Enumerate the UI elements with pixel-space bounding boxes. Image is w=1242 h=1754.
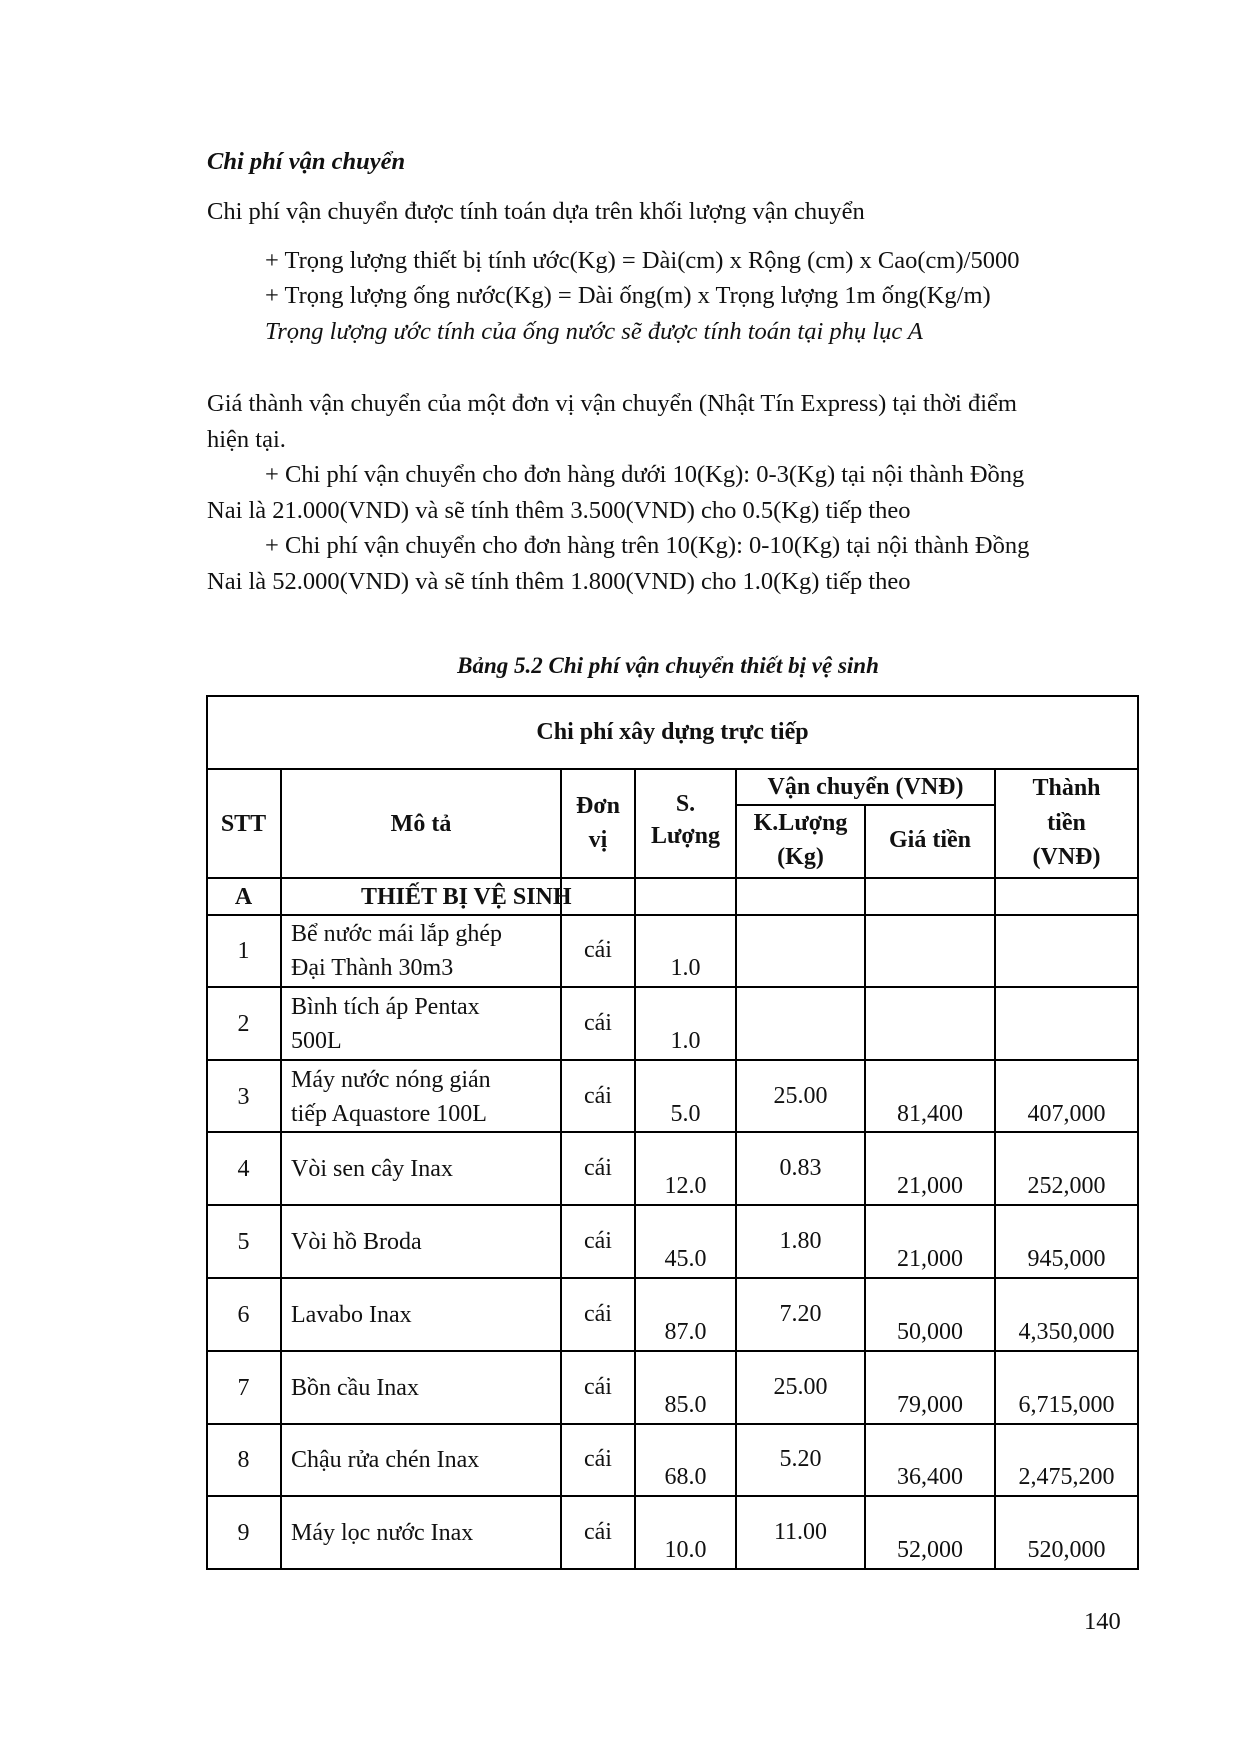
row-description-line2: Đại Thành 30m3 bbox=[291, 955, 454, 981]
row-quantity: 85.0 bbox=[664, 1391, 707, 1418]
pricing-paragraph-line1: Giá thành vận chuyển của một đơn vị vận chuyển (Nhật Tín Express) tại thời điểm bbox=[207, 390, 1017, 417]
header-total-line2: tiền bbox=[1047, 810, 1086, 836]
row-unit: cái bbox=[584, 1373, 612, 1400]
section-code: A bbox=[234, 884, 253, 910]
row-weight: 1.80 bbox=[779, 1228, 822, 1254]
row-quantity: 1.0 bbox=[670, 955, 701, 981]
row-unit: cái bbox=[584, 1519, 612, 1545]
row-description-line1: Bể nước mái lắp ghép bbox=[291, 921, 502, 947]
row-unit: cái bbox=[584, 1446, 612, 1473]
section-name: THIẾT BỊ VỆ SINH bbox=[361, 884, 572, 910]
row-quantity: 68.0 bbox=[664, 1464, 707, 1491]
table-banner: Chi phí xây dựng trực tiếp bbox=[536, 719, 809, 745]
formula-pipe-weight: + Trọng lượng ống nước(Kg) = Dài ống(m) x Trọng lượng 1m ống(Kg/m) bbox=[265, 282, 991, 309]
row-unit: cái bbox=[584, 1155, 612, 1182]
row-quantity: 87.0 bbox=[664, 1318, 707, 1345]
header-qty-line2: Lượng bbox=[650, 823, 721, 849]
row-stt: 1 bbox=[237, 938, 250, 964]
formula-note: Trọng lượng ước tính của ống nước sẽ được tính toán tại phụ lục A bbox=[265, 318, 923, 345]
header-weight-line1: K.Lượng bbox=[753, 810, 848, 836]
row-unit: cái bbox=[584, 1009, 612, 1036]
section-title: Chi phí vận chuyển bbox=[207, 148, 406, 175]
page-number: 140 bbox=[1084, 1608, 1121, 1635]
row-unit: cái bbox=[584, 937, 612, 963]
row-stt: 6 bbox=[237, 1301, 250, 1328]
row-total: 252,000 bbox=[1027, 1173, 1106, 1200]
row-stt: 9 bbox=[237, 1520, 250, 1546]
row-description-line1: Bồn cầu Inax bbox=[291, 1374, 419, 1401]
header-unit-line2: vị bbox=[588, 827, 608, 853]
row-description-line2: 500L bbox=[291, 1027, 342, 1054]
row-description-line1: Máy lọc nước Inax bbox=[291, 1520, 474, 1546]
row-total: 2,475,200 bbox=[1018, 1464, 1115, 1491]
row-price: 50,000 bbox=[897, 1318, 963, 1345]
pricing-rule-over-10kg-cont: Nai là 52.000(VND) và sẽ tính thêm 1.800(VND) cho 1.0(Kg) tiếp theo bbox=[207, 568, 911, 595]
row-stt: 7 bbox=[237, 1374, 250, 1401]
row-weight: 25.00 bbox=[773, 1082, 828, 1109]
header-total-line1: Thành bbox=[1032, 775, 1101, 801]
row-stt: 2 bbox=[237, 1010, 250, 1037]
row-description-line1: Vòi sen cây Inax bbox=[291, 1156, 453, 1183]
row-quantity: 12.0 bbox=[664, 1173, 707, 1200]
header-price: Giá tiền bbox=[889, 827, 971, 853]
row-weight: 7.20 bbox=[779, 1300, 822, 1327]
row-total: 945,000 bbox=[1027, 1246, 1106, 1272]
row-unit: cái bbox=[584, 1082, 612, 1109]
row-quantity: 10.0 bbox=[664, 1537, 707, 1563]
row-quantity: 1.0 bbox=[670, 1027, 701, 1054]
header-stt: STT bbox=[220, 811, 267, 837]
row-price: 81,400 bbox=[897, 1100, 963, 1127]
row-description-line1: Bình tích áp Pentax bbox=[291, 993, 480, 1020]
row-total: 6,715,000 bbox=[1018, 1391, 1115, 1418]
header-description: Mô tả bbox=[390, 811, 452, 837]
row-total: 520,000 bbox=[1027, 1537, 1106, 1563]
pricing-paragraph-line2: hiện tại. bbox=[207, 426, 286, 453]
row-price: 36,400 bbox=[897, 1464, 963, 1491]
row-total: 4,350,000 bbox=[1018, 1318, 1115, 1345]
header-weight-line2: (Kg) bbox=[777, 844, 824, 870]
row-stt: 3 bbox=[237, 1083, 250, 1110]
row-price: 79,000 bbox=[897, 1391, 963, 1418]
row-price: 21,000 bbox=[897, 1246, 963, 1272]
pricing-rule-under-10kg-cont: Nai là 21.000(VND) và sẽ tính thêm 3.500(VND) cho 0.5(Kg) tiếp theo bbox=[207, 497, 911, 524]
row-weight: 25.00 bbox=[773, 1373, 828, 1400]
row-unit: cái bbox=[584, 1300, 612, 1327]
row-weight: 11.00 bbox=[773, 1519, 828, 1545]
row-description-line1: Lavabo Inax bbox=[291, 1301, 412, 1328]
header-shipping-group: Vận chuyển (VNĐ) bbox=[767, 774, 964, 800]
header-total-line3: (VNĐ) bbox=[1032, 844, 1101, 870]
row-stt: 4 bbox=[237, 1156, 250, 1183]
row-description-line1: Máy nước nóng gián bbox=[291, 1066, 491, 1093]
row-description-line1: Chậu rửa chén Inax bbox=[291, 1447, 480, 1474]
row-unit: cái bbox=[584, 1228, 612, 1254]
row-price: 21,000 bbox=[897, 1173, 963, 1200]
row-quantity: 45.0 bbox=[664, 1246, 707, 1272]
table-caption: Bảng 5.2 Chi phí vận chuyển thiết bị vệ sinh bbox=[457, 653, 879, 678]
header-unit-line1: Đơn bbox=[576, 793, 620, 819]
row-description-line1: Vòi hồ Broda bbox=[291, 1229, 422, 1255]
row-quantity: 5.0 bbox=[670, 1100, 701, 1127]
row-total: 407,000 bbox=[1027, 1100, 1106, 1127]
row-description-line2: tiếp Aquastore 100L bbox=[291, 1100, 487, 1127]
intro-paragraph: Chi phí vận chuyển được tính toán dựa trên khối lượng vận chuyển bbox=[207, 198, 865, 225]
pricing-rule-over-10kg: + Chi phí vận chuyển cho đơn hàng trên 10(Kg): 0-10(Kg) tại nội thành Đồng bbox=[265, 532, 1030, 559]
header-qty-line1: S. bbox=[675, 791, 696, 817]
pricing-rule-under-10kg: + Chi phí vận chuyển cho đơn hàng dưới 10(Kg): 0-3(Kg) tại nội thành Đồng bbox=[265, 461, 1025, 488]
shipping-cost-table bbox=[206, 695, 1139, 1570]
row-weight: 0.83 bbox=[779, 1155, 822, 1182]
row-weight: 5.20 bbox=[779, 1446, 822, 1473]
row-stt: 5 bbox=[237, 1229, 250, 1255]
formula-device-weight: + Trọng lượng thiết bị tính ước(Kg) = Dài(cm) x Rộng (cm) x Cao(cm)/5000 bbox=[265, 247, 1020, 274]
row-price: 52,000 bbox=[897, 1537, 963, 1563]
row-stt: 8 bbox=[237, 1447, 250, 1474]
